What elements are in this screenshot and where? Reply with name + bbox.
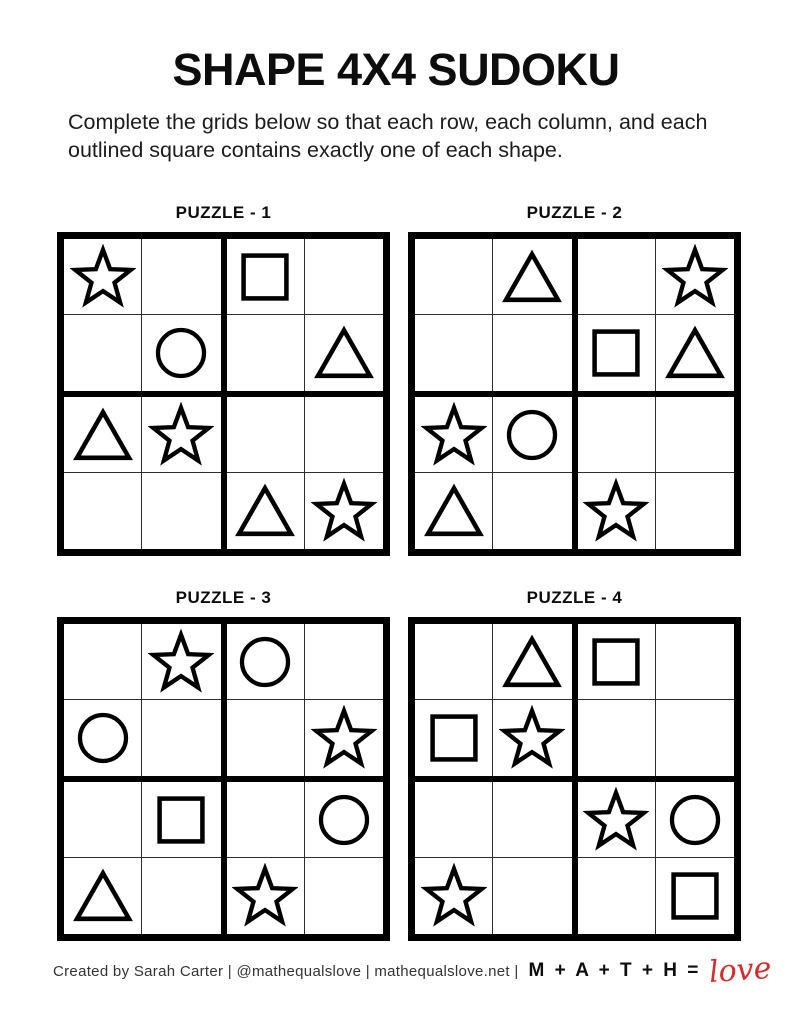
grid-cell-empty xyxy=(227,315,305,391)
grid-quadrant xyxy=(64,782,221,934)
grid-quadrant xyxy=(415,397,572,549)
grid-cell-empty xyxy=(305,624,383,700)
grid-quadrant xyxy=(64,397,221,549)
grid-cell-square xyxy=(227,239,305,315)
star-icon xyxy=(662,244,728,310)
grid-cell-triangle xyxy=(656,315,734,391)
star-icon xyxy=(232,863,298,929)
grid-cell-star xyxy=(578,782,656,858)
circle-icon xyxy=(74,709,132,767)
grid-cell-empty xyxy=(415,315,493,391)
triangle-icon xyxy=(313,322,375,384)
grid-quadrant xyxy=(227,624,384,776)
grid-cell-triangle xyxy=(227,473,305,549)
footer-credit-text: Created by Sarah Carter | @mathequalslove | mathequalslove.net | xyxy=(53,962,519,980)
puzzle-label: PUZZLE - 4 xyxy=(526,588,623,607)
footer xyxy=(53,950,773,991)
grid-cell-square xyxy=(578,315,656,391)
grid-quadrant xyxy=(415,782,572,934)
grid-cell-empty xyxy=(415,782,493,858)
grid-cell-empty xyxy=(64,624,142,700)
triangle-icon xyxy=(72,404,134,466)
grid-cell-star xyxy=(64,239,142,315)
grid-cell-empty xyxy=(227,397,305,473)
grid-cell-empty xyxy=(578,239,656,315)
grid-cell-empty xyxy=(227,782,305,858)
grid-cell-empty xyxy=(656,473,734,549)
grid-cell-star xyxy=(415,397,493,473)
grid-cell-triangle xyxy=(415,473,493,549)
triangle-icon xyxy=(501,631,563,693)
circle-icon xyxy=(503,406,561,464)
grid-quadrant xyxy=(415,624,572,776)
grid-cell-empty xyxy=(656,624,734,700)
circle-icon xyxy=(315,791,373,849)
grid-cell-empty xyxy=(64,473,142,549)
grid-cell-empty xyxy=(493,315,571,391)
grid-cell-star xyxy=(227,858,305,934)
grid-quadrant xyxy=(578,624,735,776)
grid-quadrant xyxy=(578,397,735,549)
grid-cell-star xyxy=(493,700,571,776)
triangle-icon xyxy=(664,322,726,384)
circle-icon xyxy=(236,633,294,691)
grid-cell-empty xyxy=(656,397,734,473)
triangle-icon xyxy=(423,480,485,542)
triangle-icon xyxy=(501,246,563,308)
square-icon xyxy=(237,249,293,305)
grid-cell-star xyxy=(142,397,220,473)
star-icon xyxy=(70,244,136,310)
grid-quadrant xyxy=(227,397,384,549)
grid-cell-empty xyxy=(305,239,383,315)
grid-cell-empty xyxy=(64,315,142,391)
grid-cell-star xyxy=(305,473,383,549)
grid-cell-star xyxy=(415,858,493,934)
grid-cell-empty xyxy=(578,700,656,776)
sudoku-grid xyxy=(408,617,741,941)
star-icon xyxy=(583,478,649,544)
star-icon xyxy=(311,705,377,771)
grid-quadrant xyxy=(578,239,735,391)
sudoku-grid xyxy=(408,232,741,556)
grid-cell-triangle xyxy=(64,397,142,473)
star-icon xyxy=(421,402,487,468)
page-title: SHAPE 4X4 SUDOKU xyxy=(172,44,620,95)
grid-cell-empty xyxy=(305,397,383,473)
grid-cell-star xyxy=(305,700,383,776)
grid-cell-square xyxy=(578,624,656,700)
grid-cell-circle xyxy=(227,624,305,700)
grid-cell-empty xyxy=(493,858,571,934)
star-icon xyxy=(148,629,214,695)
grid-cell-circle xyxy=(493,397,571,473)
square-icon xyxy=(588,325,644,381)
grid-cell-empty xyxy=(493,473,571,549)
footer-brand-math: M + A + T + H = xyxy=(528,960,701,981)
grid-cell-star xyxy=(578,473,656,549)
grid-cell-empty xyxy=(227,700,305,776)
sudoku-grid xyxy=(57,617,390,941)
sudoku-grid xyxy=(57,232,390,556)
grid-cell-square xyxy=(656,858,734,934)
grid-cell-empty xyxy=(305,858,383,934)
triangle-icon xyxy=(72,865,134,927)
grid-cell-triangle xyxy=(493,239,571,315)
puzzle-block-1 xyxy=(57,203,390,556)
grid-cell-triangle xyxy=(64,858,142,934)
grid-cell-triangle xyxy=(305,315,383,391)
grid-cell-circle xyxy=(305,782,383,858)
star-icon xyxy=(148,402,214,468)
grid-cell-square xyxy=(415,700,493,776)
grid-cell-empty xyxy=(656,700,734,776)
grid-cell-empty xyxy=(578,397,656,473)
grid-cell-star xyxy=(656,239,734,315)
puzzle-label: PUZZLE - 1 xyxy=(175,203,272,222)
footer-brand-love-logo: love xyxy=(707,950,773,991)
grid-cell-circle xyxy=(142,315,220,391)
grid-cell-empty xyxy=(578,858,656,934)
grid-cell-circle xyxy=(656,782,734,858)
grid-cell-square xyxy=(142,782,220,858)
grid-cell-empty xyxy=(142,858,220,934)
puzzle-block-4 xyxy=(408,588,741,941)
grid-cell-triangle xyxy=(493,624,571,700)
triangle-icon xyxy=(234,480,296,542)
grid-cell-circle xyxy=(64,700,142,776)
puzzle-block-2 xyxy=(408,203,741,556)
grid-quadrant xyxy=(64,624,221,776)
grid-quadrant xyxy=(578,782,735,934)
square-icon xyxy=(426,710,482,766)
grid-quadrant xyxy=(227,782,384,934)
star-icon xyxy=(311,478,377,544)
grid-quadrant xyxy=(415,239,572,391)
grid-cell-empty xyxy=(142,700,220,776)
grid-cell-empty xyxy=(493,782,571,858)
grid-cell-empty xyxy=(415,239,493,315)
puzzle-label: PUZZLE - 3 xyxy=(175,588,272,607)
grid-quadrant xyxy=(64,239,221,391)
square-icon xyxy=(153,792,209,848)
grid-quadrant xyxy=(227,239,384,391)
star-icon xyxy=(421,863,487,929)
grid-cell-empty xyxy=(64,782,142,858)
circle-icon xyxy=(666,791,724,849)
puzzle-label: PUZZLE - 2 xyxy=(526,203,623,222)
instructions-text: Complete the grids below so that each row, each column, and each outlined square contains exactly one of each shape. xyxy=(68,110,708,163)
grid-cell-empty xyxy=(142,473,220,549)
star-icon xyxy=(583,787,649,853)
grid-cell-star xyxy=(142,624,220,700)
square-icon xyxy=(667,868,723,924)
star-icon xyxy=(499,705,565,771)
square-icon xyxy=(588,634,644,690)
circle-icon xyxy=(152,324,210,382)
grid-cell-empty xyxy=(142,239,220,315)
puzzle-block-3 xyxy=(57,588,390,941)
grid-cell-empty xyxy=(415,624,493,700)
